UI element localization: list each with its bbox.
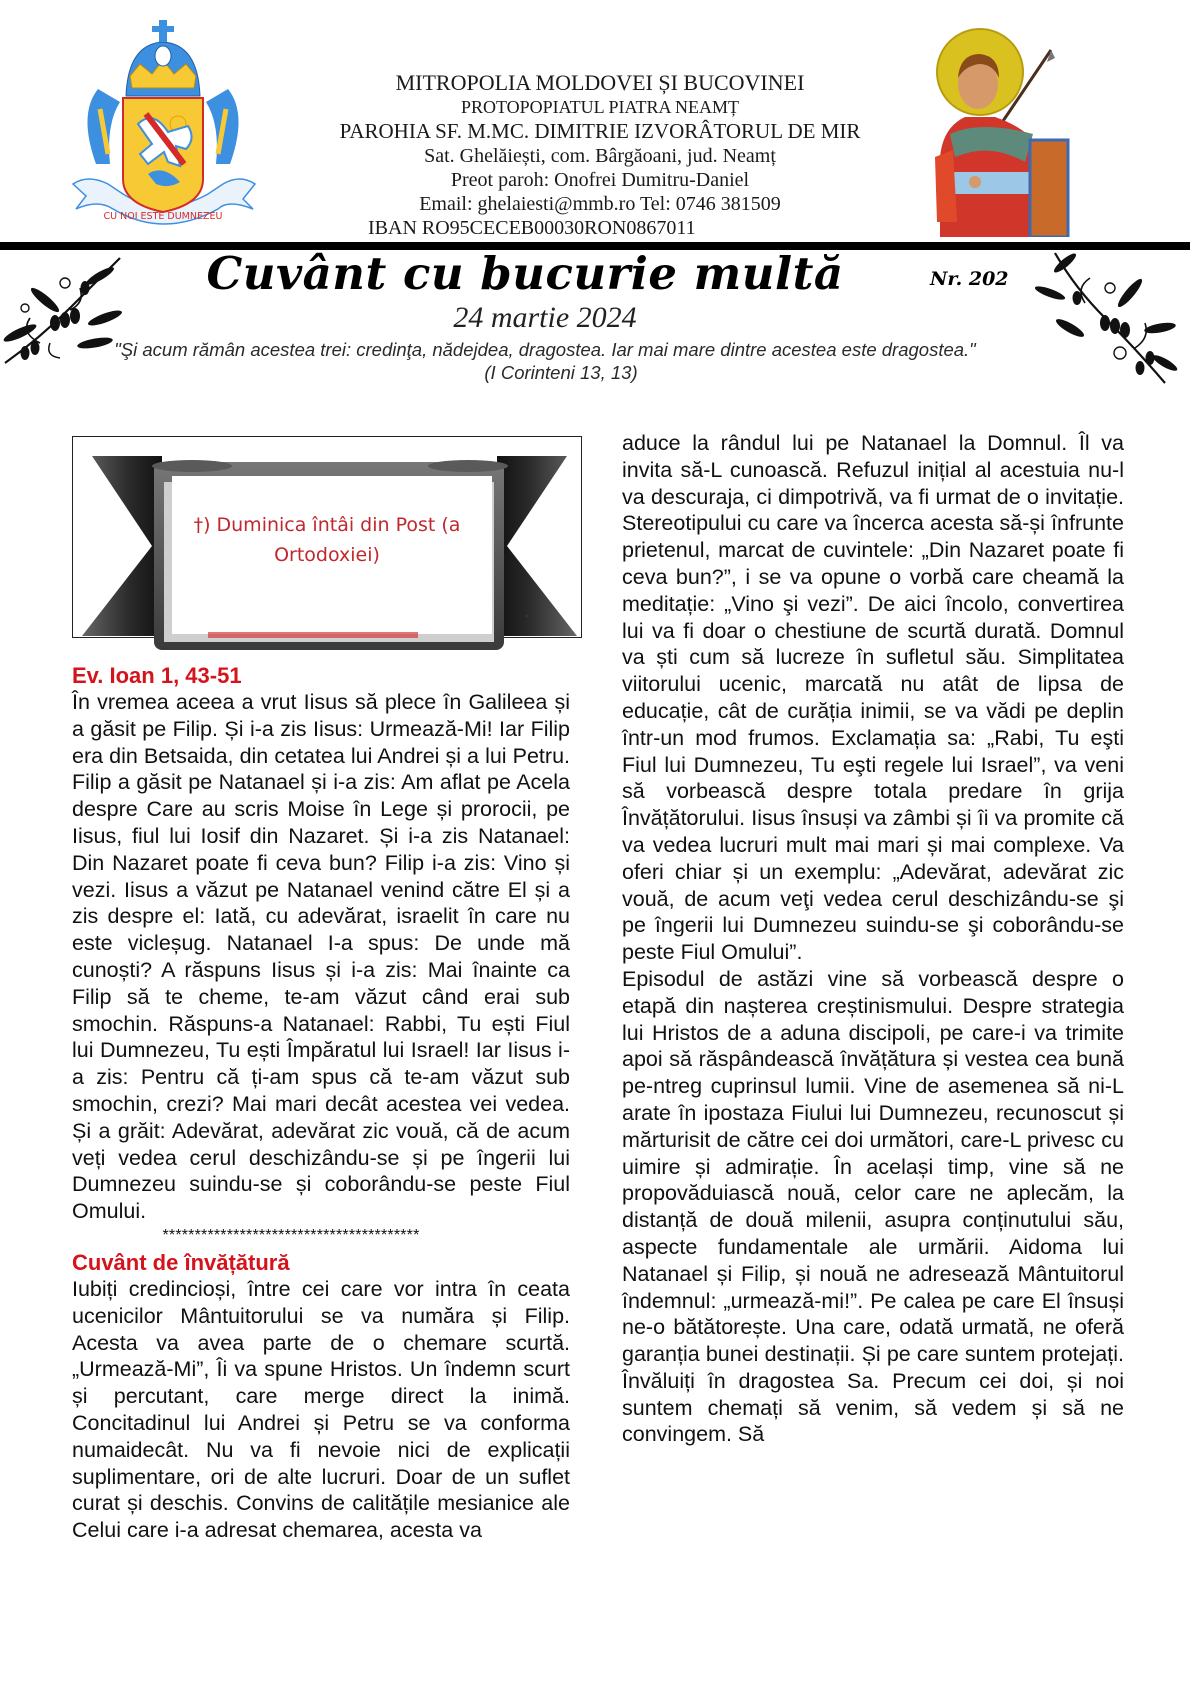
liturgical-day-title: †) Duminica întâi din Post (a Ortodoxiei) [193, 514, 461, 566]
saint-icon-image [935, 22, 1085, 237]
sermon-heading: Cuvânt de învățătură [72, 1249, 290, 1275]
contact-info: Email: ghelaiesti@mmb.ro Tel: 0746 381509 [419, 193, 781, 215]
metropolis-name: MITROPOLIA MOLDOVEI ȘI BUCOVINEI [395, 70, 805, 95]
parish-name: PAROHIA SF. M.MC. DIMITRIE IZVORÂTORUL DE MIR [339, 119, 861, 143]
gospel-reference-heading: Ev. Ioan 1, 43-51 [72, 663, 242, 688]
crest-motto: CU NOI ESTE DUMNEZEU [103, 211, 223, 222]
olive-branch-decoration-right [1035, 248, 1185, 388]
sermon-text-left: Iubiți credincioși, între cei care vor intra în ceata ucenicilor Mântuitorului se va număra și Filip. Acesta va avea parte de o chemare scurtă. „Urmează-Mi”, Îi va spune Hristos. Un îndemn scurt și percutant, care merge direct la inimă. Concitadinul lui Andrei și Petru se va conforma numaidecât. Nu va fi nevoie nici de explicații suplimentare, ori de alte lucruri. Doar de un suflet curat și deschis. Convins de calitățile mesianice ale Celui care i-a adresat chemarea, acesta va [72, 1276, 570, 1543]
issue-number: Nr. 202 [930, 268, 1009, 290]
gospel-text: În vremea aceea a vrut Iisus să plece în Galileea și a găsit pe Filip. Și i-a zis Iisus: Urmează-Mi! Iar Filip era din Betsaida, din cetatea lui Andrei și a lui Petru. Filip a găsit pe Natanael și i-a zis: Am aflat pe Acela despre Care au scris Moise în Lege și prorocii, pe Iisus, fiul lui Iosif din Nazaret. Și i-a zis Natanael: Din Nazaret poate fi ceva bun? Filip i-a zis: Vino și vezi. Iisus a văzut pe Natanael venind către El și a zis despre el: Iată, cu adevărat, israelit în care nu este vicleșug. Natanael I-a spus: De unde mă cunoști? A răspuns Iisus și i-a zis: Mai înainte ca Filip să te cheme, te-am văzut când erai sub smochin. Răspuns-a Natanael: Rabbi, Tu ești Fiul lui Dumnezeu, Tu ești Împăratul lui Israel! Iar Iisus i-a zis: Pentru că ți-am spus că te-am văzut sub smochin, crezi? Mai mari decât acestea vei vedea. Și a grăit: Adevărat, adevărat zic vouă, că de acum veți vedea cerul deschizându-se și pe îngerii lui Dumnezeu suindu-se și coborându-se peste Fiul Omului. [72, 690, 570, 1224]
scripture-motto [100, 338, 990, 384]
liturgical-day-banner [72, 436, 584, 658]
sermon-text-right-paragraph-1: aduce la rândul lui pe Natanael la Domnul. Îl va invita să-L cunoască. Refuzul inițial al acestuia nu-l va descuraja, ci dimpotrivă, va fi urmat de o invitație. Stereotipului cu care va încerca acesta să-și înfrunte prietenul, marcat de cuvintele: „Din Nazaret poate fi ceva bun?”, i se va opune o vorbă care cheamă la meditație: „Vino şi vezi”. De aici încolo, convertirea lui va fi doar o chestiune de scurtă durată. Domnul va ști cum să lucreze în sufletul său. Simplitatea viitorului ucenic, marcată nu atât de lipsa de educație, cât de curăția inimii, se va vădi pe deplin într-un mod frumos. Exclamația sa: „Rabi, Tu eşti Fiul lui Dumnezeu, Tu eşti regele lui Israel”, va veni să vorbească despre totala predare în grija Învățătorului. Iisus însuși va zâmbi și îi va promite că va vedea lucruri mult mai mari și mai complexe. Va oferi chiar și un exemplu: „Adevărat, adevărat zic vouă, de acum veţi vedea cerul deschizându-se şi pe îngerii lui Dumnezeu suindu-se şi coborându-se peste Fiul Omului”. [622, 431, 1124, 965]
sermon-text-right-paragraph-2: Episodul de astăzi vine să vorbească despre o etapă din nașterea creștinismului. Despre strategia lui Hristos de a aduna discipoli, pe care-i va trimite apoi să răspândească învățătura și vestea cea bună pe-ntreg cuprinsul lumii. Vine de asemenea să ni-L arate în ipostaza Fiului lui Dumnezeu, recunoscut și mărturisit de către cei doi următori, care-L privesc cu uimire și admirație. În același timp, vine să ne propovăduiască nouă, celor care ne aplecăm, la distanță de două milenii, asupra conținutului său, aspecte fundamentale ale urmării. Aidoma lui Natanael și Filip, și nouă ne adresează Mântuitorul îndemnul: „urmează-mi!”. Pe calea pe care El însuși ne-o bătătorește. Una care, odată urmată, ne oferă garanția bunei destinații. Și pe care suntem protejați. Învăluiți în dragostea Sa. Precum cei doi, și noi suntem chemați să venim, să vedem și să ne convingem. Să [622, 966, 1124, 1447]
newsletter-title: Cuvânt cu bucurie multă [206, 247, 844, 300]
organization-info [300, 70, 900, 240]
parish-priest: Preot paroh: Onofrei Dumitru-Daniel [450, 169, 750, 191]
issue-date: 24 martie 2024 [453, 301, 637, 334]
motto-reference: (I Corinteni 13, 13) [484, 362, 638, 383]
left-column [72, 662, 570, 1544]
iban: IBAN RO95CECEB00030RON0867011 [368, 217, 696, 239]
section-separator: **************************************** [162, 1226, 420, 1244]
right-column [622, 430, 1124, 1448]
motto-text: "Şi acum rămân acestea trei: credinţa, nădejdea, dragostea. Iar mai mare dintre acestea este dragostea." [114, 339, 976, 360]
parish-address: Sat. Ghelăiești, com. Bârgăoani, jud. Neamț [424, 145, 776, 167]
deanery-name: PROTOPOPIATUL PIATRA NEAMȚ [460, 97, 740, 117]
metropolis-crest-logo [68, 14, 258, 239]
